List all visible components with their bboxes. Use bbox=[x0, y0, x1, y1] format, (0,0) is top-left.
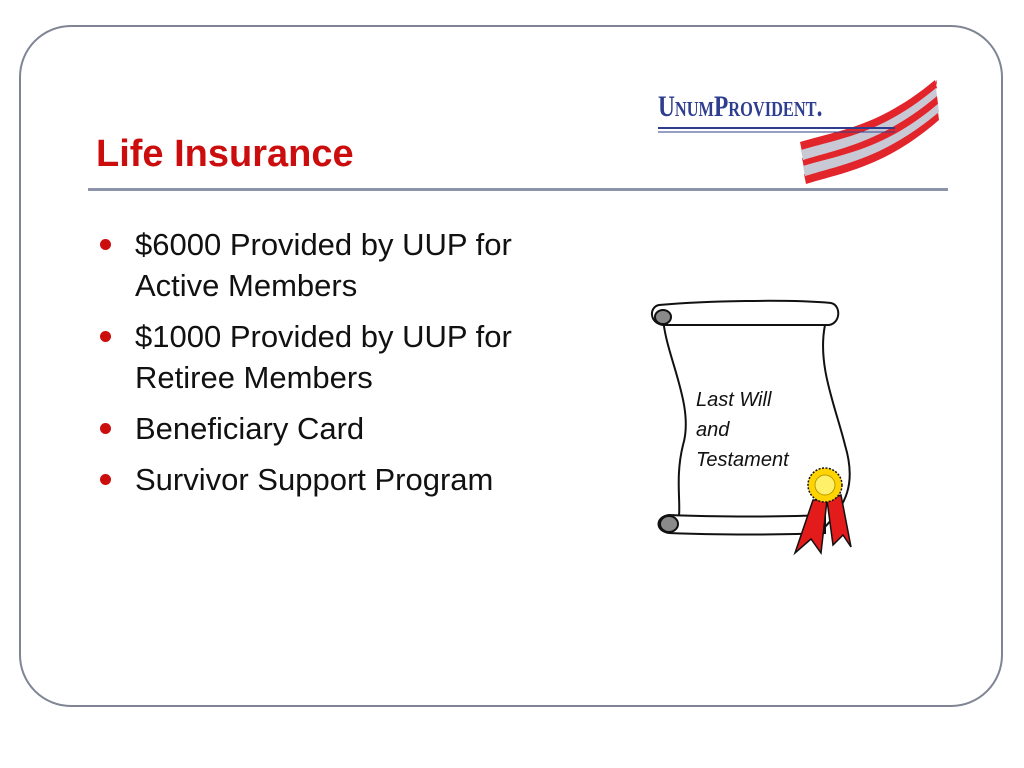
will-text-line: Testament bbox=[696, 449, 789, 471]
bullet-text: $6000 Provided by UUP for Active Members bbox=[135, 227, 512, 303]
bullet-list bbox=[100, 224, 520, 510]
company-logo bbox=[650, 70, 940, 195]
title-divider bbox=[88, 188, 948, 191]
bullet-item bbox=[100, 459, 520, 500]
bullet-text: Survivor Support Program bbox=[135, 462, 494, 497]
will-text-line: Last Will bbox=[696, 389, 772, 411]
bullet-dot-icon bbox=[100, 423, 111, 434]
bullet-item bbox=[100, 408, 520, 449]
logo-text: UnumProvident. bbox=[658, 90, 823, 123]
bullet-dot-icon bbox=[100, 331, 111, 342]
flag-stripes-icon bbox=[650, 70, 940, 190]
bullet-text: $1000 Provided by UUP for Retiree Members bbox=[135, 319, 512, 395]
bullet-text: Beneficiary Card bbox=[135, 411, 365, 446]
bullet-item bbox=[100, 224, 520, 306]
slide-title: Life Insurance bbox=[96, 133, 354, 175]
bullet-dot-icon bbox=[100, 239, 111, 250]
will-text bbox=[696, 385, 826, 475]
will-text-line: and bbox=[696, 419, 730, 441]
bullet-dot-icon bbox=[100, 474, 111, 485]
bullet-item bbox=[100, 316, 520, 398]
